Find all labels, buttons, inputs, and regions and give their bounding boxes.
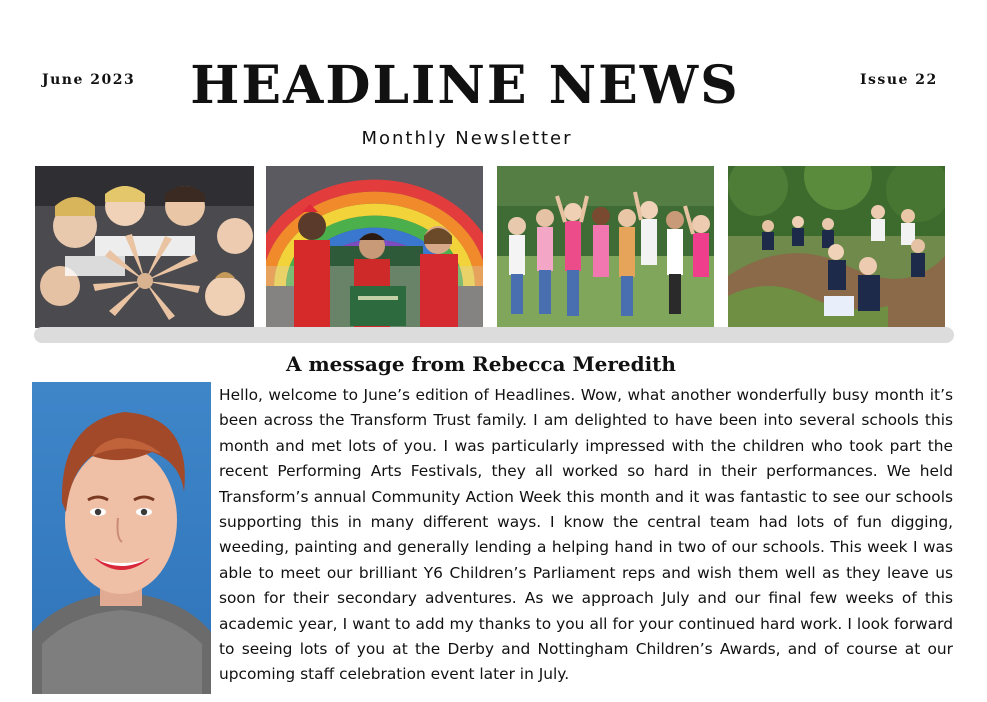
photo-children-field-celebrating xyxy=(497,166,714,328)
photo-pupils-rainbow-mural xyxy=(266,166,483,328)
photo-pupils-outdoor-woodland xyxy=(728,166,945,328)
article-heading: A message from Rebecca Meredith xyxy=(286,352,676,376)
photo-children-hands-circle xyxy=(35,166,254,328)
issue-number: Issue 22 xyxy=(860,72,938,88)
newsletter-subtitle: Monthly Newsletter xyxy=(361,128,573,149)
portrait-rebecca-meredith xyxy=(32,382,211,694)
masthead-title: HEADLINE NEWS xyxy=(190,55,740,116)
issue-date: June 2023 xyxy=(42,72,136,88)
photo-strip-divider xyxy=(34,327,954,343)
article-body: Hello, welcome to June’s edition of Headlines. Wow, what another wonderfully busy month it’s been across the Transform Trust family. I am delighted to have been into several schools this month and met lots of you. I was particularly impressed with the children who took part the recent Performing Arts Festivals, they all worked so hard in their performances. We held Transform’s annual Community Action Week this month and it was fantastic to see our schools supporting this in many different ways. I know the central team had lots of fun digging, weeding, painting and generally lending a helping hand in two of our schools. This week I was able to meet our brilliant Y6 Children’s Parliament reps and wish them well as they leave us soon for their secondary adventures. As we approach July and our final few weeks of this academic year, I want to add my thanks to you all for your continued hard work. I look forward to seeing lots of you at the Derby and Nottingham Children’s Awards, and of course at our upcoming staff celebration event later in July. xyxy=(219,386,953,684)
